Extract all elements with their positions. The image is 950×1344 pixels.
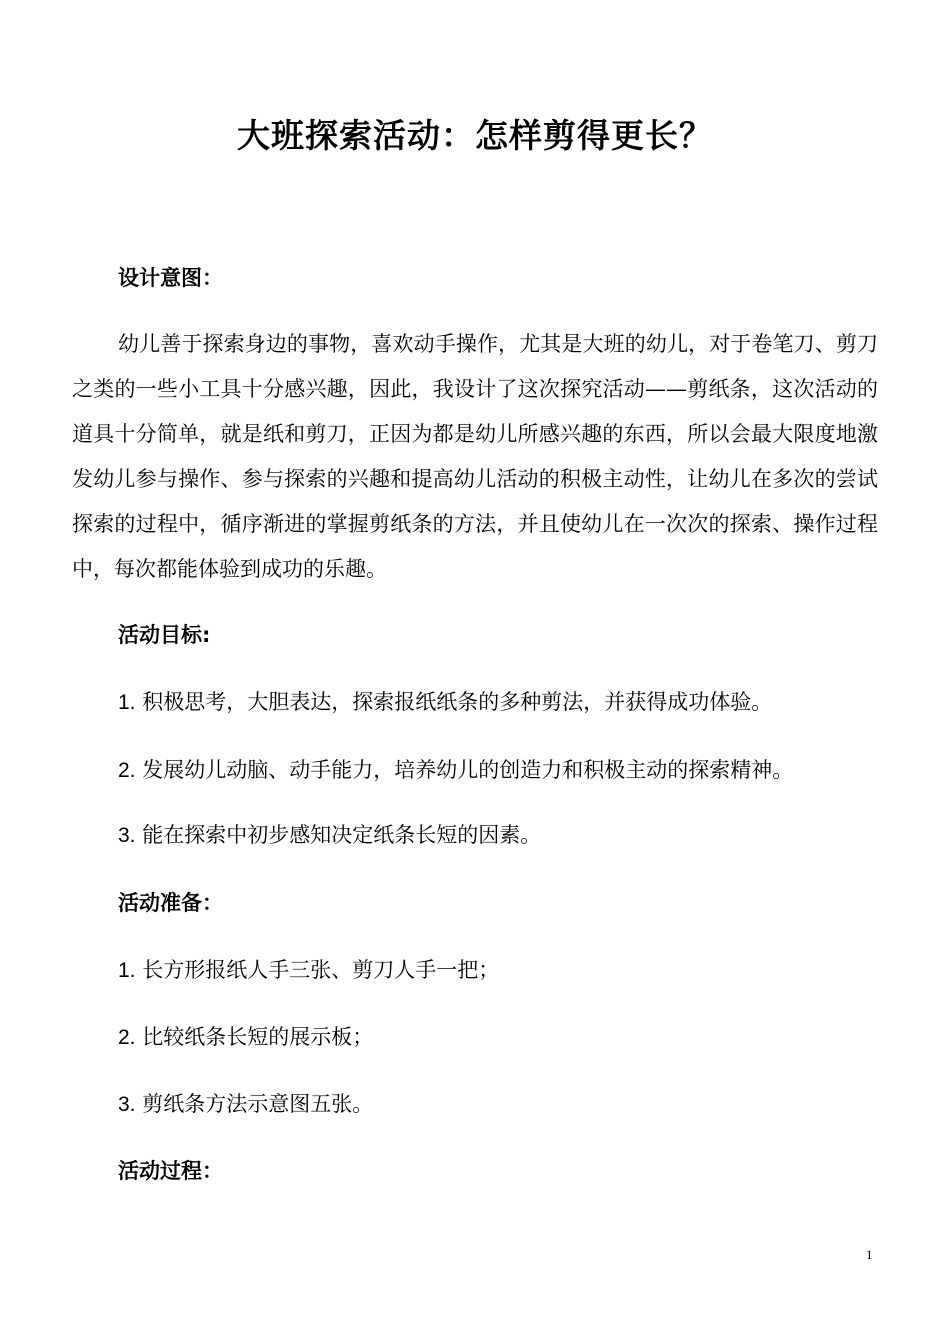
preparation-item [118,1022,878,1053]
goal-item-number: 2. [118,759,136,782]
design-intent-paragraph: 幼儿善于探索身边的事物，喜欢动手操作，尤其是大班的幼儿，对于卷笔刀、剪刀之类的一些小工具十分感兴趣，因此，我设计了这次探究活动——剪纸条，这次活动的道具十分简单，就是纸和剪刀，正因为都是幼儿所感兴趣的东西，所以会最大限度地激发幼儿参与操作、参与探索的兴趣和提高幼儿活动的积极主动性，让幼儿在多次的尝试探索的过程中，循序渐进的掌握剪纸条的方法，并且使幼儿在一次次的探索、操作过程中，每次都能体验到成功的乐趣。 [72,332,878,581]
preparation-item-text: 长方形报纸人手三张、剪刀人手一把； [142,958,500,982]
preparation-item [118,1089,878,1120]
preparation-item-number: 3. [118,1093,136,1116]
goal-item-text: 积极思考，大胆表达，探索报纸纸条的多种剪法，并获得成功体验。 [142,690,773,714]
goal-item-number: 3. [118,824,136,847]
goal-item-number: 1. [118,691,136,714]
preparation-item-number: 1. [118,959,136,982]
section-heading-design-intent: 设计意图： [118,266,223,290]
section-heading-process: 活动过程： [118,1159,223,1183]
goal-item [118,755,878,786]
page-number: 1 [866,1247,873,1262]
preparation-item-number: 2. [118,1026,136,1049]
goal-item [118,820,878,851]
page-title: 大班探索活动：怎样剪得更长？ [237,116,713,155]
goal-item-text: 能在探索中初步感知决定纸条长短的因素。 [142,823,542,847]
preparation-item-text: 剪纸条方法示意图五张。 [142,1092,374,1116]
preparation-item-text: 比较纸条长短的展示板； [142,1025,374,1049]
section-heading-goals: 活动目标: [118,623,211,647]
goal-item [118,687,878,718]
preparation-item [118,955,878,986]
goal-item-text: 发展幼儿动脑、动手能力，培养幼儿的创造力和积极主动的探索精神。 [142,758,794,782]
section-heading-preparation: 活动准备： [118,891,223,915]
